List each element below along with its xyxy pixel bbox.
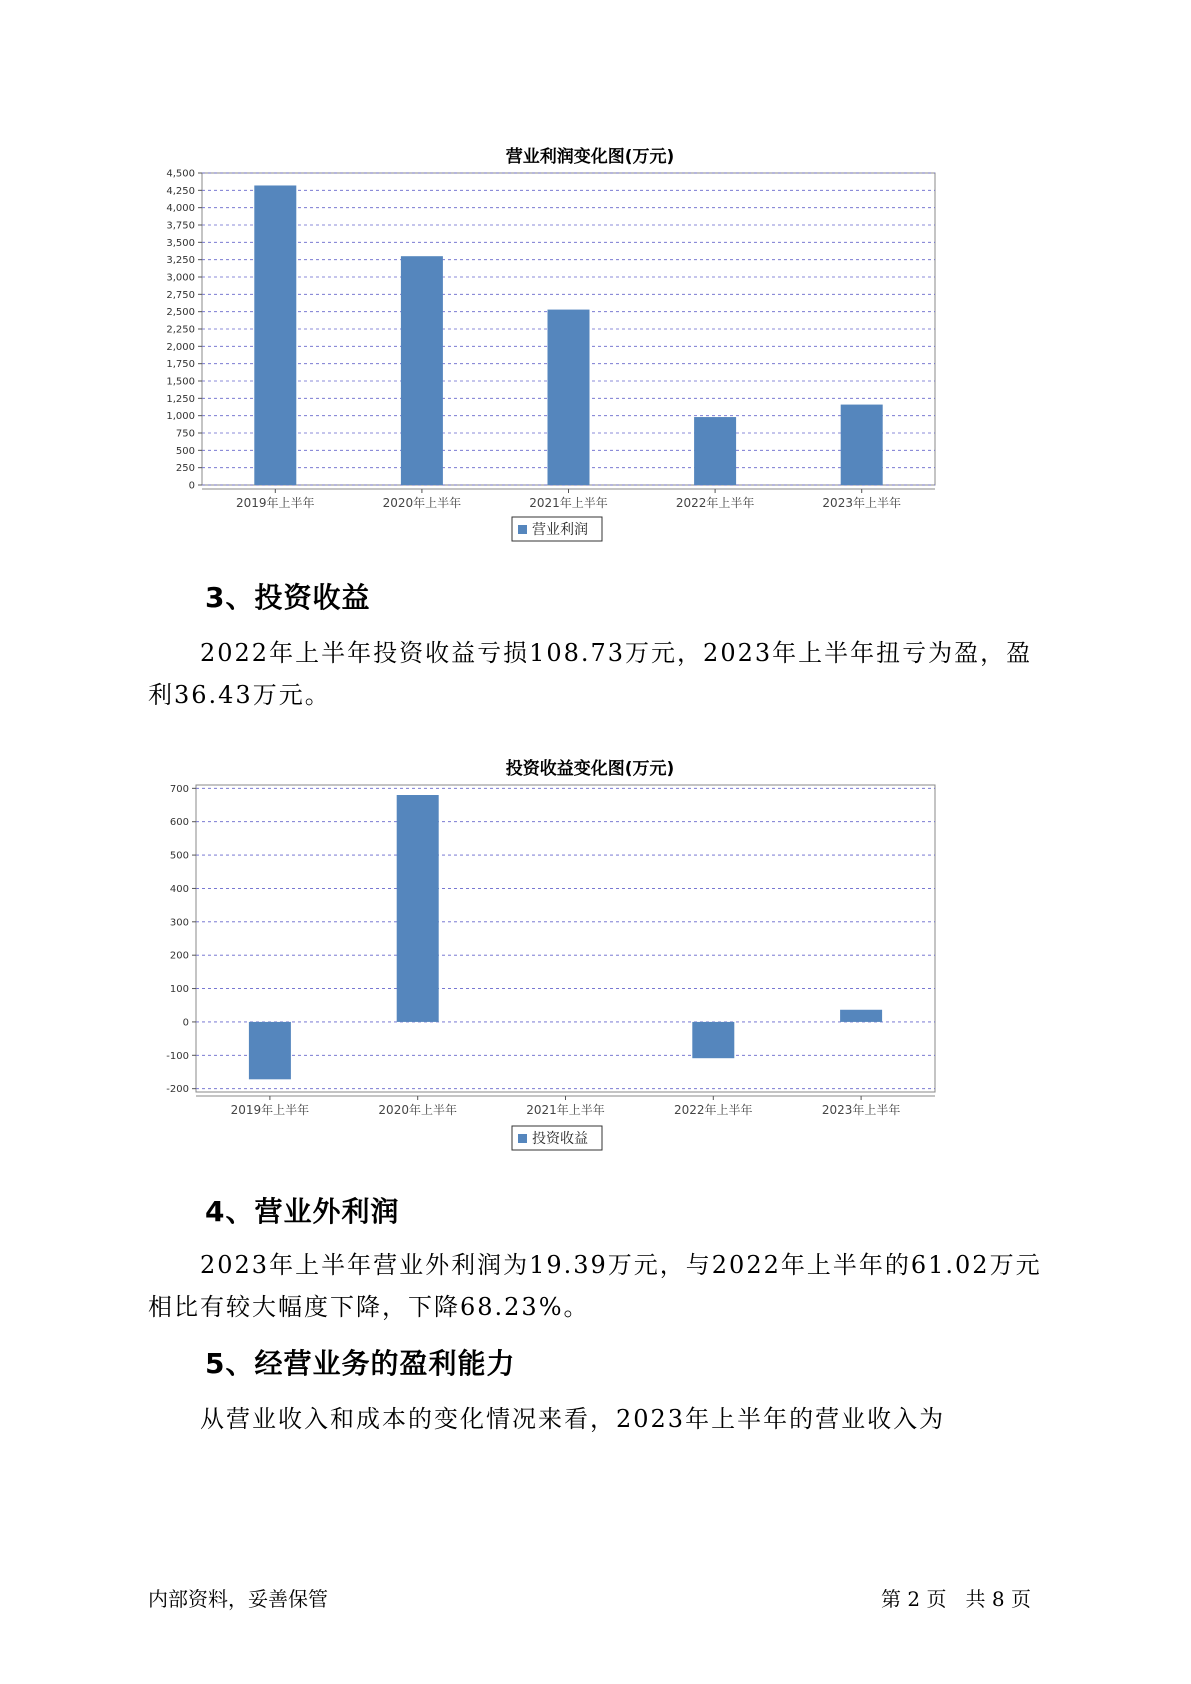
y-tick-label: 3,500 <box>166 237 195 249</box>
bar-2023年上半年 <box>841 405 883 485</box>
y-tick-label: 700 <box>169 783 189 795</box>
y-tick-label: 2,000 <box>166 341 195 353</box>
y-tick-label: 100 <box>169 984 189 996</box>
investment-income-chart-svg <box>150 752 1030 1172</box>
bar-2022年上半年 <box>692 1022 734 1058</box>
x-tick-label: 2020年上半年 <box>378 1103 457 1117</box>
section-3-line-2: 利36.43万元。 <box>148 681 331 709</box>
y-tick-label: -200 <box>166 1084 189 1096</box>
y-tick-label: 1,750 <box>166 359 195 371</box>
legend-label: 营业利润 <box>532 522 588 538</box>
y-tick-label: 4,500 <box>166 168 195 180</box>
y-tick-label: 0 <box>188 480 195 492</box>
y-tick-label: 300 <box>169 917 189 929</box>
y-tick-label: 0 <box>182 1017 189 1029</box>
y-tick-label: 2,750 <box>166 289 195 301</box>
x-tick-label: 2019年上半年 <box>230 1103 310 1117</box>
x-tick-label: 2020年上半年 <box>382 496 462 510</box>
y-tick-label: -100 <box>166 1050 189 1062</box>
y-tick-label: 3,250 <box>166 255 195 267</box>
x-tick-label: 2023年上半年 <box>821 1103 901 1117</box>
y-tick-label: 4,250 <box>166 185 195 197</box>
bar-2020年上半年 <box>397 795 439 1022</box>
y-tick-label: 200 <box>169 950 189 962</box>
x-tick-label: 2021年上半年 <box>526 1103 605 1117</box>
y-tick-label: 500 <box>175 445 195 457</box>
chart-title: 投资收益变化图(万元) <box>505 759 675 779</box>
investment-income-chart <box>150 752 1030 1172</box>
legend-swatch <box>518 1134 527 1143</box>
y-tick-label: 500 <box>169 850 189 862</box>
section-3-heading: 3、投资收益 <box>205 581 371 614</box>
y-tick-label: 2,250 <box>166 324 195 336</box>
legend-swatch <box>518 525 527 534</box>
legend-label: 投资收益 <box>532 1131 588 1147</box>
y-tick-label: 1,250 <box>166 393 195 405</box>
x-tick-label: 2019年上半年 <box>236 496 315 510</box>
section-4-paragraph <box>148 1244 1048 1328</box>
bar-2019年上半年 <box>254 185 296 485</box>
x-tick-label: 2022年上半年 <box>675 496 755 510</box>
bar-2022年上半年 <box>694 417 736 485</box>
y-tick-label: 750 <box>175 428 195 440</box>
plot-area <box>196 785 935 1092</box>
bar-2023年上半年 <box>840 1010 882 1022</box>
y-tick-label: 600 <box>169 817 189 829</box>
section-4-heading: 4、营业外利润 <box>205 1195 400 1228</box>
chart-title: 营业利润变化图(万元) <box>505 147 675 167</box>
y-tick-label: 3,750 <box>166 220 195 232</box>
bar-2020年上半年 <box>401 256 443 485</box>
section-3-line-1: 2022年上半年投资收益亏损108.73万元，2023年上半年扭亏为盈，盈 <box>200 639 1033 667</box>
y-tick-label: 2,500 <box>166 307 195 319</box>
y-tick-label: 1,000 <box>166 411 195 423</box>
y-tick-label: 4,000 <box>166 203 195 215</box>
section-4-line-1: 2023年上半年营业外利润为19.39万元，与2022年上半年的61.02万元 <box>200 1251 1042 1279</box>
x-tick-label: 2021年上半年 <box>529 496 608 510</box>
operating-profit-chart <box>150 140 1030 560</box>
y-tick-label: 1,500 <box>166 376 195 388</box>
section-4-line-2: 相比有较大幅度下降，下降68.23%。 <box>148 1293 590 1321</box>
section-5-line-1: 从营业收入和成本的变化情况来看，2023年上半年的营业收入为 <box>200 1405 946 1433</box>
section-3-paragraph <box>148 632 1048 716</box>
operating-profit-chart-svg <box>150 140 1030 560</box>
y-tick-label: 250 <box>175 463 195 475</box>
footer-page-number: 第 2 页 共 8 页 <box>881 1587 1031 1611</box>
bar-2021年上半年 <box>548 310 590 485</box>
bar-2019年上半年 <box>249 1022 291 1079</box>
section-5-heading: 5、经营业务的盈利能力 <box>205 1347 516 1380</box>
x-tick-label: 2022年上半年 <box>674 1103 753 1117</box>
section-5-paragraph <box>148 1398 1048 1440</box>
x-tick-label: 2023年上半年 <box>822 496 901 510</box>
y-tick-label: 3,000 <box>166 272 195 284</box>
y-tick-label: 400 <box>169 883 189 895</box>
footer-left: 内部资料，妥善保管 <box>148 1587 328 1611</box>
